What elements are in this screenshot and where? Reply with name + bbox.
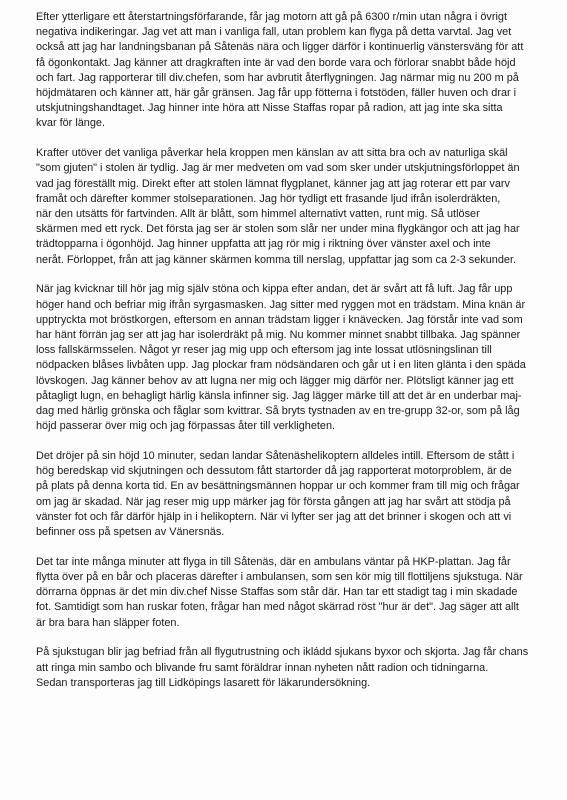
text-line: utskjutningshandtaget. Jag hinner inte höra att Nisse Staffas ropar på radion, att jag inte ska sitta — [36, 102, 503, 115]
text-line: på plats på denna korta tid. En av besättningsmännen hoppar ur och kommer fram till mig och frågar — [36, 480, 520, 493]
text-line: När jag kvicknar till hör jag mig själv stöna och kippa efter andan, det är svårt att få luft. Jag får upp — [36, 283, 513, 296]
text-line: höger hand och befriar mig ifrån syrgasmasken. Jag sitter med ryggen mot en trädstam. Mina knän är — [36, 298, 526, 311]
text-line: kvar för länge. — [36, 117, 106, 130]
text-line: har hänt förrän jag ser att jag har isolerdräkt på mig. Nu kommer minnet snabbt tillbaka. Jag spänner — [36, 329, 521, 342]
text-line: påtagligt lugn, en behagligt härlig känsla infinner sig. Jag lägger märke till att det är en underbar maj- — [36, 389, 522, 402]
text-line: skärmen med ett ryck. Det första jag ser är stolen som slår ner under mina flygkängor och att jag har — [36, 223, 520, 236]
text-line: dörrarna öppnas är det min div.chef Nisse Staffas som står där. Han tar ett stadigt tag i min skadade — [36, 586, 518, 599]
text-line: negativa indikeringar. Jag vet att man i vanliga fall, utan problem kan flyga på detta varvtal. Jag vet — [36, 26, 512, 39]
paragraph-ejection — [36, 146, 543, 268]
text-line: Krafter utöver det vanliga påverkar hela kroppen men känslan av att sitta bra och av naturliga skäl — [36, 147, 508, 160]
text-line: Det tar inte många minuter att flyga in till Såtenäs, där en ambulans väntar på HKP-plattan. Jag får — [36, 555, 511, 568]
text-line: få ögonkontakt. Jag känner att dragkraften inte är vad den borde vara och förlorar snabbt både höjd — [36, 56, 516, 69]
document-body — [36, 10, 543, 706]
text-line: trädtopparna i ögonhöjd. Jag hinner uppfatta att jag rör mig i riktning över vänster axel och inte — [36, 238, 491, 251]
text-line: upptryckta mot bröstkorgen, eftersom en annan trädstam ligger i knävecken. Jag förstår inte vad som — [36, 313, 523, 326]
text-line: lövskogen. Jag känner behov av att lugna ner mig och lägger mig därför ner. Plötsligt känner jag ett — [36, 374, 514, 387]
text-line: vad jag föreställt mig. Direkt efter att stolen lämnat flygplanet, känner jag att jag roterar ett par varv — [36, 177, 510, 190]
text-line: hög beredskap vid skjutningen och dessutom fått startorder då jag rapporterat motorproblem, är de — [36, 465, 512, 478]
paragraph-ambulance — [36, 555, 543, 631]
text-line: framåt och därefter kommer stolseparationen. Jag hör tydligt ett frasande ljud ifrån isolerdräkten, — [36, 192, 501, 205]
text-line: loss fallskärmsselen. Något yr reser jag mig upp och eftersom jag inte lossat utlösningslinan till — [36, 344, 492, 357]
text-line: "som gjuten" i stolen är tydlig. Jag är mer medveten om vad som sker under utskjutningsförloppet än — [36, 162, 520, 175]
text-line: Sedan transporteras jag till Lidköpings lasarett för läkarundersökning. — [36, 676, 371, 689]
text-line: neråt. Förloppet, från att jag känner skärmen komma till nerslag, uppfattar jag som ca 2-3 sekunder. — [36, 253, 517, 266]
text-line: befinner oss på spetsen av Vänersnäs. — [36, 526, 225, 539]
text-line: flytta över på en bår och placeras därefter i ambulansen, som sen kör mig till flottiljens sjukstuga. När — [36, 571, 523, 584]
text-line: dag med härlig grönska och fåglar som kvittrar. Så bryts tystnaden av en tre-grupp 32-or, som på låg — [36, 405, 520, 418]
text-line: att ringa min sambo och blivande fru samt föräldrar innan nyheten nått radion och tidningarna. — [36, 661, 489, 674]
text-line: fot. Samtidigt som han ruskar foten, frågar han med något skärrad röst "hur är det". Jag säger att allt — [36, 601, 519, 614]
paragraph-infirmary — [36, 645, 543, 691]
paragraph-engine-restart — [36, 10, 543, 132]
paragraph-helicopter — [36, 449, 543, 540]
text-line: också att jag har landningsbanan på Såtenäs nära och ligger därför i kontinuerlig vänstersväng för att — [36, 41, 524, 54]
text-line: höjd passerar över mig och jag förpassas åter till verkligheten. — [36, 420, 336, 433]
text-line: om jag är skadad. När jag reser mig upp märker jag för första gången att jag har svårt att stödja på — [36, 495, 511, 508]
paragraph-landing — [36, 282, 543, 434]
text-line: På sjukstugan blir jag befriad från all flygutrustning och ikládd sjukans byxor och skjorta. Jag får chans — [36, 646, 529, 659]
text-line: nödpacken blåses livbåten upp. Jag plockar fram nödsändaren och går ut i en liten glänta i den späda — [36, 359, 526, 372]
text-line: när den utsätts för fartvinden. Allt är blått, som himmel alternativt vatten, runt mig. Så utlöser — [36, 208, 480, 221]
text-line: vänster fot och får därför hjälp in i helikoptern. När vi lyfter ser jag att det brinner i skogen och att vi — [36, 510, 512, 523]
text-line: Det dröjer på sin höjd 10 minuter, sedan landar Såtenäshelikoptern alldeles intill. Eftersom de stått i — [36, 450, 515, 463]
text-line: Efter ytterligare ett återstartningsförfarande, får jag motorn att gå på 6300 r/min utan några i övrigt — [36, 11, 507, 23]
text-line: är bra bara han släpper foten. — [36, 616, 180, 629]
text-line: och fart. Jag rapporterar till div.chefen, som har avbrutit återflygningen. Jag närmar mig nu 200 m på — [36, 71, 519, 84]
text-line: höjdmätaren och känner att, här går gränsen. Jag får upp fötterna i fotstöden, fäller huven och drar i — [36, 87, 517, 100]
